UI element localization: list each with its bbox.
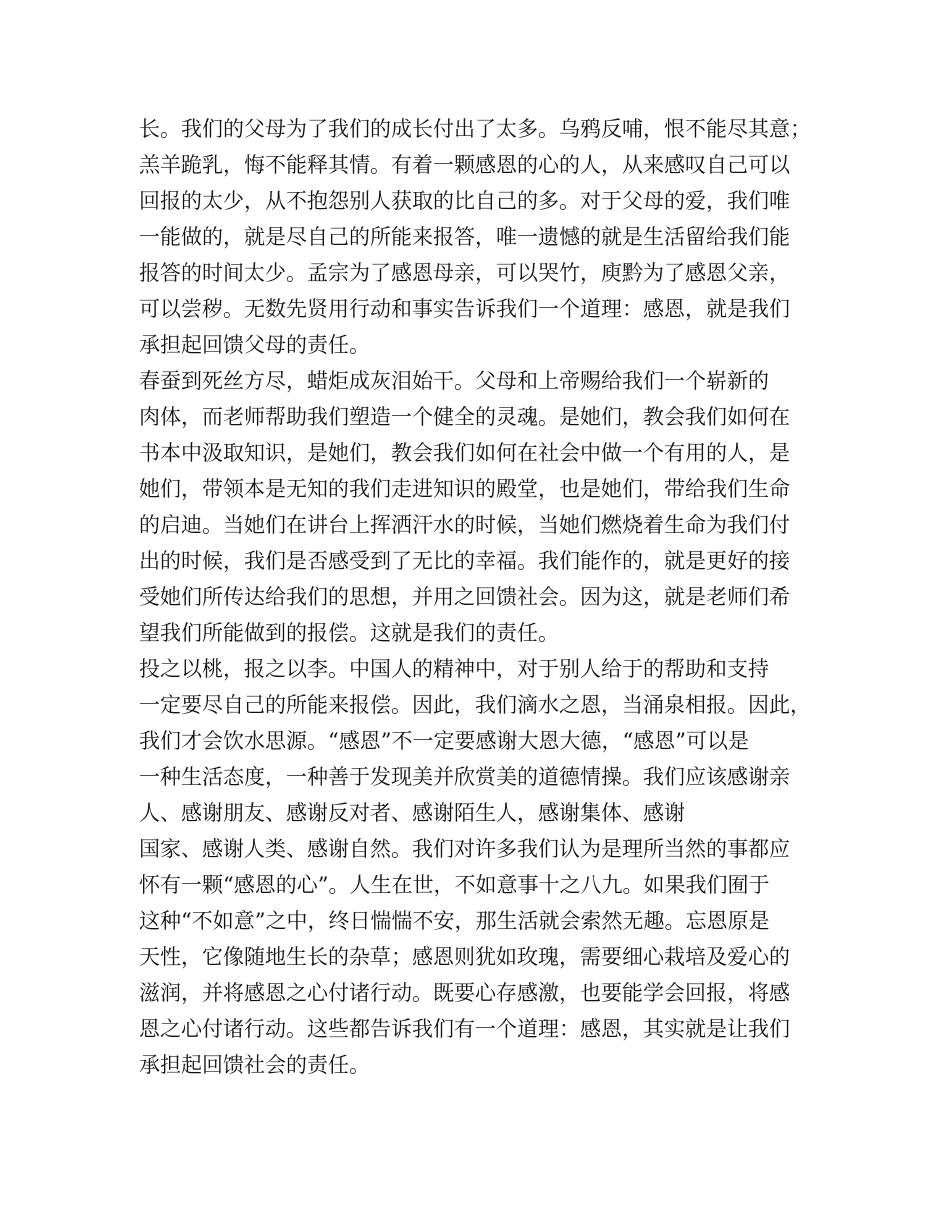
text-line: 的启迪。当她们在讲台上挥洒汗水的时候，当她们燃烧着生命为我们付 <box>139 513 790 537</box>
text-line: 滋润，并将感恩之心付诸行动。既要心存感激，也要能学会回报，将感 <box>139 981 790 1005</box>
text-line: 回报的太少，从不抱怨别人获取的比自己的多。对于父母的爱，我们唯 <box>139 189 790 213</box>
text-line: 人、感谢朋友、感谢反对者、感谢陌生人，感谢集体、感谢 <box>139 801 685 825</box>
text-line: 一定要尽自己的所能来报偿。因此，我们滴水之恩，当涌泉相报。因此， <box>139 693 811 717</box>
text-line: 怀有一颗“感恩的心”。人生在世，不如意事十之八九。如果我们囿于 <box>139 873 770 897</box>
text-line: 这种“不如意”之中，终日惴惴不安，那生活就会索然无趣。忘恩原是 <box>139 909 770 933</box>
text-line: 春蚕到死丝方尽，蜡炬成灰泪始干。父母和上帝赐给我们一个崭新的 <box>139 369 769 393</box>
text-line: 国家、感谢人类、感谢自然。我们对许多我们认为是理所当然的事都应 <box>139 837 790 861</box>
text-line: 恩之心付诸行动。这些都告诉我们有一个道理：感恩，其实就是让我们 <box>139 1017 790 1041</box>
text-line: 我们才会饮水思源。“感恩”不一定要感谢大恩大德，“感恩”可以是 <box>139 729 749 753</box>
text-line: 一种生活态度，一种善于发现美并欣赏美的道德情操。我们应该感谢亲 <box>139 765 790 789</box>
text-line: 望我们所能做到的报偿。这就是我们的责任。 <box>139 621 559 645</box>
text-line: 长。我们的父母为了我们的成长付出了太多。乌鸦反哺，恨不能尽其意； <box>139 117 811 141</box>
body-text <box>139 111 829 1083</box>
text-line: 承担起回馈父母的责任。 <box>139 333 370 357</box>
text-line: 书本中汲取知识，是她们，教会我们如何在社会中做一个有用的人，是 <box>139 441 790 465</box>
text-line: 投之以桃，报之以李。中国人的精神中，对于别人给于的帮助和支持 <box>139 657 769 681</box>
text-line: 出的时候，我们是否感受到了无比的幸福。我们能作的，就是更好的接 <box>139 549 790 573</box>
text-line: 她们，带领本是无知的我们走进知识的殿堂，也是她们，带给我们生命 <box>139 477 790 501</box>
text-line: 承担起回馈社会的责任。 <box>139 1053 370 1077</box>
text-line: 肉体，而老师帮助我们塑造一个健全的灵魂。是她们，教会我们如何在 <box>139 405 790 429</box>
text-line: 受她们所传达给我们的思想，并用之回馈社会。因为这，就是老师们希 <box>139 585 790 609</box>
text-line: 羔羊跪乳，悔不能释其情。有着一颗感恩的心的人，从来感叹自己可以 <box>139 153 790 177</box>
text-line: 报答的时间太少。孟宗为了感恩母亲，可以哭竹，庾黔为了感恩父亲， <box>139 261 790 285</box>
text-line: 可以尝秽。无数先贤用行动和事实告诉我们一个道理：感恩，就是我们 <box>139 297 790 321</box>
text-line: 天性，它像随地生长的杂草；感恩则犹如玫瑰，需要细心栽培及爱心的 <box>139 945 790 969</box>
text-line: 一能做的，就是尽自己的所能来报答，唯一遗憾的就是生活留给我们能 <box>139 225 790 249</box>
